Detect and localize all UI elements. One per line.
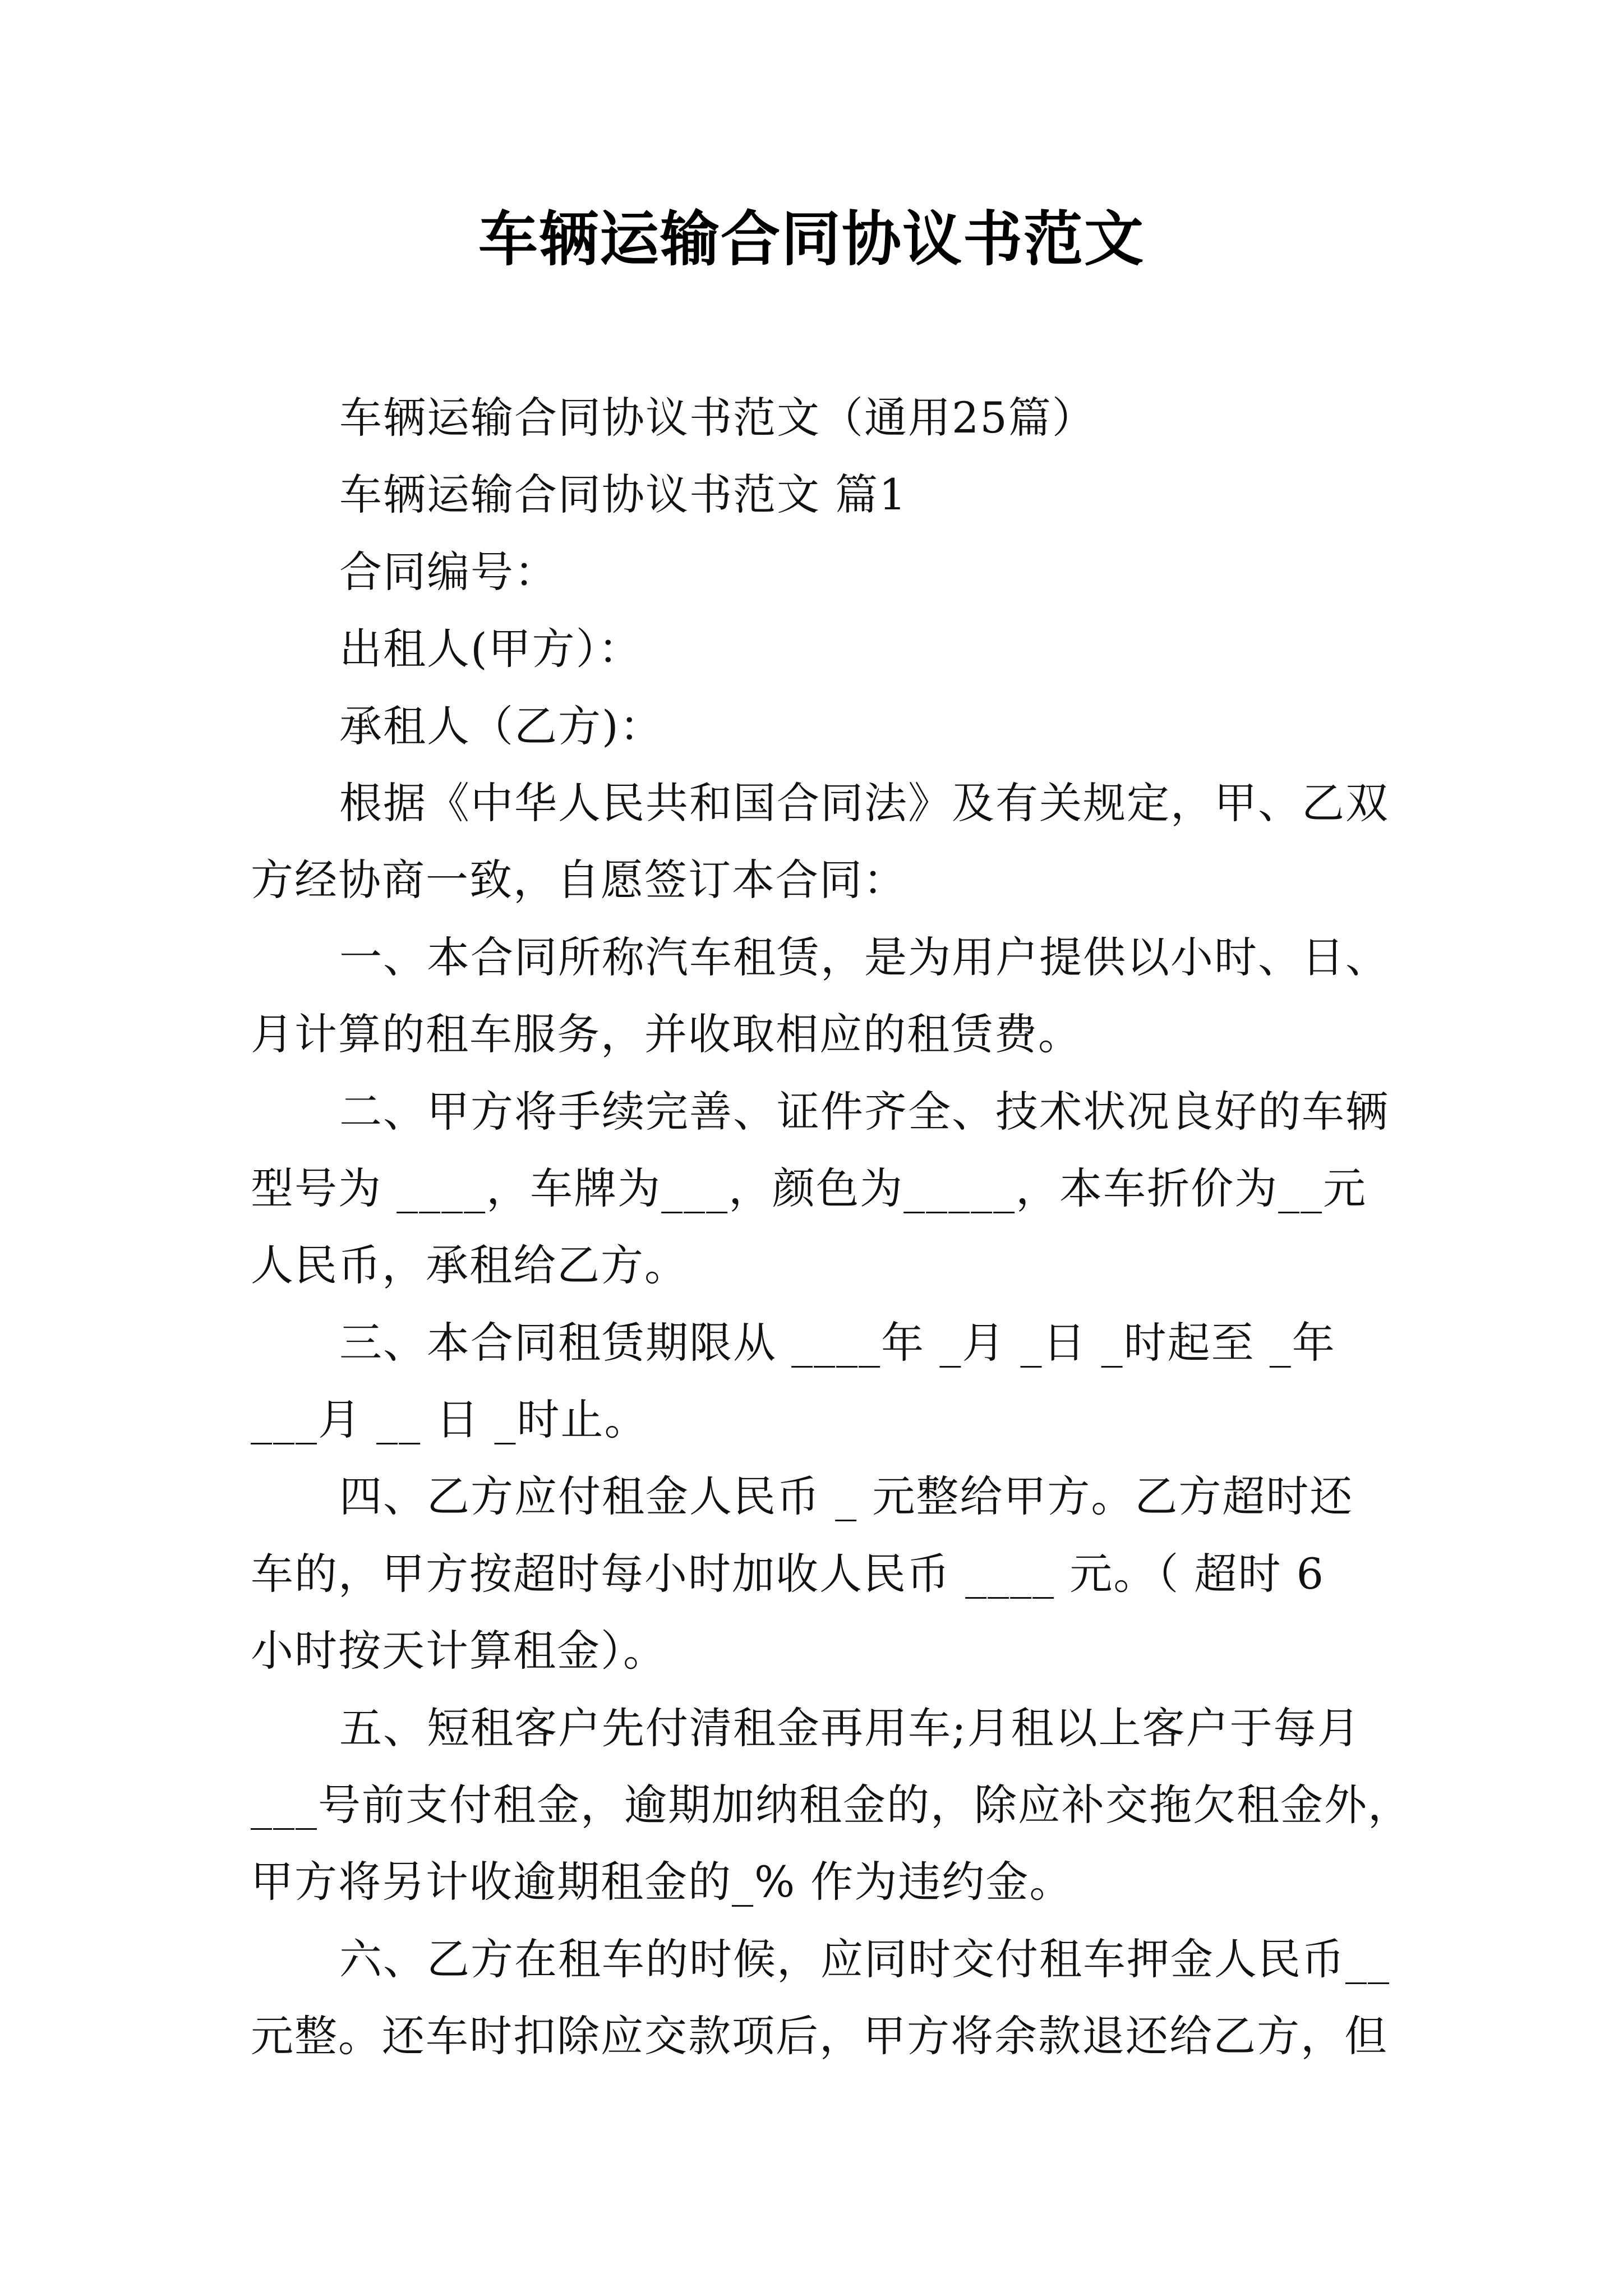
paragraph-clause-6 [251,1921,1484,2075]
text-line: 三、本合同租赁期限从 ____年 _月 _日 _时起至 _年 [339,1317,1336,1368]
paragraph-contract-number [251,533,1484,610]
document-body [251,379,1484,2075]
paragraph-subtitle [251,379,1484,456]
paragraph-clause-3 [251,1304,1484,1458]
text-line: 车的，甲方按超时每小时加收人民币 ____ 元。（ 超时 6 [251,1548,1325,1599]
text-line: 五、短租客户先付清租金再用车;月租以上客户于每月 [339,1703,1361,1753]
text-line: 出租人(甲方）： [339,624,642,674]
paragraph-clause-1 [251,919,1484,1073]
document-title: 车辆运输合同协议书范文 [478,204,1145,274]
text-line: 方经协商一致，自愿签订本合同： [251,855,907,905]
paragraph-clause-4 [251,1458,1484,1689]
paragraph-clause-2 [251,1073,1484,1304]
text-line: 四、乙方应付租金人民币 _ 元整给甲方。乙方超时还 [339,1471,1354,1522]
text-line: 一、本合同所称汽车租赁，是为用户提供以小时、日、 [339,932,1389,982]
paragraph-lessor [251,610,1484,687]
text-line: ___号前支付租金，逾期加纳租金的，除应补交拖欠租金外， [251,1780,1412,1830]
paragraph-section-heading [251,456,1484,533]
paragraph-lessee [251,688,1484,765]
text-line: 二、甲方将手续完善、证件齐全、技术状况良好的车辆 [339,1086,1389,1137]
text-line: 人民币，承租给乙方。 [251,1240,688,1291]
paragraph-clause-5 [251,1690,1484,1921]
text-line: 小时按天计算租金）。 [251,1626,667,1676]
text-line: 根据《中华人民共和国合同法》及有关规定，甲、乙双 [339,777,1389,828]
text-line: 六、乙方在租车的时候，应同时交付租车押金人民币__ [339,1934,1390,1984]
text-line: ___月 __ 日 _时止。 [251,1395,648,1445]
text-line: 型号为 ____，车牌为___，颜色为_____，本车折价为__元 [251,1163,1367,1213]
paragraph-preamble [251,765,1484,919]
text-line: 车辆运输合同协议书范文 篇1 [339,470,907,520]
text-line: 承租人（乙方)： [339,701,663,751]
text-line: 甲方将另计收逾期租金的_% 作为违约金。 [251,1857,1073,1907]
text-line: 月计算的租车服务，并收取相应的租赁费。 [251,1009,1082,1060]
text-line: 元整。还车时扣除应交款项后，甲方将余款退还给乙方，但 [251,2011,1388,2062]
text-line: 合同编号： [339,546,558,597]
text-line: 车辆运输合同协议书范文（通用25篇） [339,393,1096,443]
